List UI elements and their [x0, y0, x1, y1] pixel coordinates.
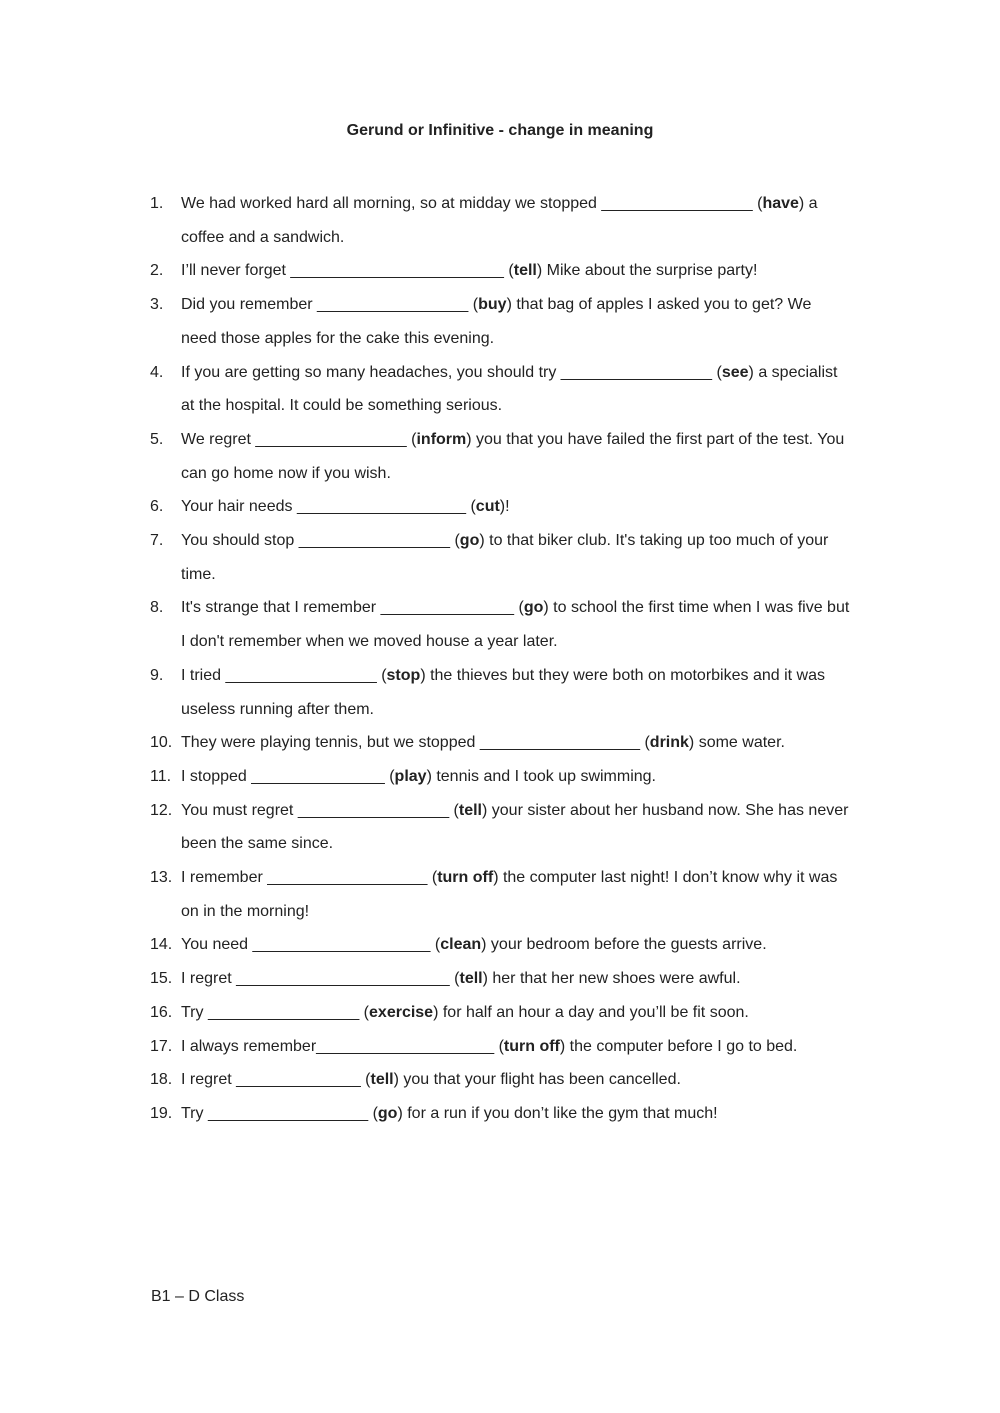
sentence-end: the computer before I go to bed.	[565, 1037, 798, 1055]
exercise-number: 12.	[150, 801, 173, 819]
answer-blank: ____________________	[316, 1037, 495, 1055]
answer-blank: __________________	[479, 734, 641, 752]
exercise-number: 14.	[150, 936, 173, 954]
sentence-start: Did you remember	[181, 296, 318, 314]
exercise-number: 4.	[150, 363, 164, 381]
verb-hint: turn off	[503, 1037, 560, 1055]
exercise-sentence: They were playing tennis, but we stopped __________________ (drink) some water.	[181, 734, 785, 752]
exercise-sentence: I tried _________________ (stop) the thieves but they were both on motorbikes and it was useless running after them.	[181, 666, 825, 718]
exercise-item	[150, 187, 850, 254]
sentence-end: some water.	[694, 734, 785, 752]
verb-hint: tell	[513, 262, 537, 280]
exercise-item	[150, 861, 850, 928]
answer-blank: _________________	[601, 195, 753, 212]
verb-hint: drink	[649, 734, 689, 752]
sentence-start: It's strange that I remember	[181, 599, 381, 617]
sentence-start: We had worked hard all morning, so at midday we stopped	[181, 195, 602, 212]
exercise-sentence: I stopped _______________ (play) tennis and I took up swimming.	[181, 767, 656, 785]
exercise-sentence: Did you remember _________________ (buy) that bag of apples I asked you to get? We need those apples for the cake this evening.	[181, 296, 812, 347]
exercise-number: 9.	[150, 666, 164, 684]
exercise-item	[150, 423, 850, 490]
answer-blank: ________________________	[290, 262, 504, 280]
sentence-end: you that you have failed the first part of the test. You can go home now if you wish.	[181, 430, 845, 482]
sentence-start: They were playing tennis, but we stopped	[181, 734, 480, 752]
verb-hint: tell	[370, 1071, 394, 1089]
exercise-number: 8.	[150, 599, 164, 617]
verb-hint: have	[762, 195, 799, 212]
page-title: Gerund or Infinitive - change in meaning	[346, 122, 654, 139]
answer-blank: __________________	[207, 1104, 369, 1122]
exercise-number: 7.	[150, 532, 164, 550]
exercise-item	[150, 490, 850, 524]
answer-blank: __________________	[267, 869, 428, 887]
verb-hint: go	[377, 1104, 398, 1122]
exercise-sentence: I’ll never forget ________________________ (tell) Mike about the surprise party!	[181, 262, 758, 280]
verb-hint: clean	[440, 936, 482, 954]
verb-hint: cut	[475, 498, 500, 516]
exercise-item	[150, 254, 850, 288]
exercise-item	[150, 524, 850, 591]
exercise-item	[150, 591, 850, 658]
verb-hint: see	[721, 363, 749, 381]
exercise-number: 13.	[150, 869, 173, 887]
sentence-end: your sister about her husband now. She has never been the same since.	[181, 801, 849, 853]
exercise-number: 2.	[150, 262, 164, 280]
sentence-end: a specialist at the hospital. It could be something serious.	[181, 363, 838, 415]
exercise-sentence: I regret ________________________ (tell) her that her new shoes were awful.	[181, 970, 741, 988]
sentence-end: the thieves but they were both on motorbikes and it was useless running after them.	[181, 666, 825, 718]
answer-blank: _________________	[317, 296, 469, 314]
sentence-start: If you are getting so many headaches, you should try	[181, 363, 561, 381]
sentence-end: to that biker club. It's taking up too much of your time.	[181, 532, 829, 583]
exercise-item	[150, 726, 850, 760]
sentence-end: to school the first time when I was five but I don't remember when we moved house a year later.	[181, 599, 850, 651]
answer-blank: _________________	[207, 1003, 360, 1021]
footer-class-label: B1 – D Class	[151, 1288, 245, 1305]
answer-blank: _________________	[255, 430, 407, 448]
exercise-item	[150, 794, 850, 861]
exercise-sentence: I always remember____________________ (turn off) the computer before I go to bed.	[181, 1037, 798, 1055]
exercise-sentence: You need ____________________ (clean) your bedroom before the guests arrive.	[181, 936, 767, 954]
answer-blank: _________________	[560, 363, 713, 381]
exercise-item	[150, 1063, 850, 1097]
exercise-item	[150, 760, 850, 794]
exercise-sentence: You should stop _________________ (go) to that biker club. It's taking up too much of your time.	[181, 532, 829, 583]
exercise-number: 17.	[150, 1037, 173, 1055]
exercise-item	[150, 1097, 850, 1131]
verb-hint: turn off	[437, 869, 494, 887]
sentence-end: the computer last night! I don’t know why it was on in the morning!	[181, 869, 838, 920]
exercise-number: 18.	[150, 1071, 173, 1089]
sentence-start: I remember	[181, 869, 268, 887]
exercise-number: 11.	[150, 767, 172, 785]
exercise-item	[150, 962, 850, 996]
sentence-start: You need	[181, 936, 253, 954]
sentence-end: a coffee and a sandwich.	[181, 195, 818, 246]
answer-blank: _________________	[297, 801, 450, 819]
sentence-start: I regret	[181, 1071, 237, 1089]
answer-blank: ______________	[236, 1071, 361, 1089]
answer-blank: ___________________	[296, 498, 467, 516]
exercise-list	[150, 187, 850, 1131]
exercise-sentence: Try _________________ (exercise) for half an hour a day and you’ll be fit soon.	[181, 1003, 749, 1021]
verb-hint: go	[523, 599, 544, 617]
verb-hint: buy	[478, 296, 507, 314]
answer-blank: ________________________	[236, 970, 450, 988]
exercise-sentence: If you are getting so many headaches, you should try _________________ (see) a specialist at the hospital. It could be something serious.	[181, 363, 838, 415]
sentence-end: your bedroom before the guests arrive.	[486, 936, 767, 954]
exercise-sentence: Try __________________ (go) for a run if you don’t like the gym that much!	[181, 1104, 718, 1122]
sentence-start: Try	[181, 1104, 208, 1122]
sentence-start: I tried	[181, 666, 226, 684]
answer-blank: ____________________	[252, 936, 431, 954]
sentence-end: you that your flight has been cancelled.	[398, 1071, 681, 1089]
verb-hint: play	[394, 767, 427, 785]
exercise-sentence: We regret _________________ (inform) you that you have failed the first part of the test. You can go home now if you wish.	[181, 430, 845, 482]
exercise-sentence: We had worked hard all morning, so at midday we stopped _________________ (have) a coffee and a sandwich.	[181, 195, 818, 246]
sentence-end: for half an hour a day and you’ll be fit soon.	[438, 1003, 749, 1021]
exercise-number: 1.	[150, 195, 164, 212]
exercise-number: 5.	[150, 430, 164, 448]
sentence-start: I always remember	[181, 1037, 317, 1055]
exercise-sentence: You must regret _________________ (tell) your sister about her husband now. She has never been the same since.	[181, 801, 849, 853]
exercise-number: 19.	[150, 1104, 173, 1122]
sentence-end: !	[505, 498, 510, 516]
sentence-start: I regret	[181, 970, 237, 988]
exercise-number: 3.	[150, 296, 164, 314]
exercise-item	[150, 659, 850, 726]
exercise-sentence: I remember __________________ (turn off) the computer last night! I don’t know why it was on in the morning!	[181, 869, 838, 920]
sentence-start: Your hair needs	[181, 498, 297, 516]
sentence-start: Try	[181, 1003, 208, 1021]
verb-hint: inform	[416, 430, 467, 448]
sentence-end: her that her new shoes were awful.	[487, 970, 741, 988]
exercise-item	[150, 928, 850, 962]
sentence-start: We regret	[181, 430, 256, 448]
exercise-sentence: I regret ______________ (tell) you that your flight has been cancelled.	[181, 1071, 681, 1089]
exercise-number: 6.	[150, 498, 164, 516]
verb-hint: stop	[386, 666, 421, 684]
verb-hint: tell	[458, 801, 482, 819]
answer-blank: _______________	[251, 767, 385, 785]
sentence-end: Mike about the surprise party!	[542, 262, 758, 280]
sentence-end: for a run if you don’t like the gym that much!	[402, 1104, 718, 1122]
verb-hint: exercise	[369, 1003, 434, 1021]
verb-hint: tell	[459, 970, 483, 988]
exercise-item	[150, 996, 850, 1030]
exercise-sentence: Your hair needs ___________________ (cut)!	[181, 498, 510, 516]
exercise-item	[150, 356, 850, 423]
sentence-start: I stopped	[181, 767, 252, 785]
exercise-item	[150, 288, 850, 355]
answer-blank: _________________	[225, 666, 377, 684]
sentence-start: I’ll never forget	[181, 262, 291, 280]
exercise-number: 10.	[150, 734, 173, 752]
exercise-number: 15.	[150, 970, 173, 988]
sentence-end: that bag of apples I asked you to get? We need those apples for the cake this evening.	[181, 296, 812, 347]
verb-hint: go	[459, 532, 480, 550]
sentence-start: You should stop	[181, 532, 299, 550]
sentence-end: tennis and I took up swimming.	[431, 767, 656, 785]
sentence-start: You must regret	[181, 801, 298, 819]
exercise-number: 16.	[150, 1003, 173, 1021]
answer-blank: _______________	[380, 599, 515, 617]
exercise-sentence: It's strange that I remember _______________ (go) to school the first time when I was five but I don't remember when we moved house a year later.	[181, 599, 850, 651]
answer-blank: _________________	[298, 532, 451, 550]
exercise-item	[150, 1030, 850, 1064]
